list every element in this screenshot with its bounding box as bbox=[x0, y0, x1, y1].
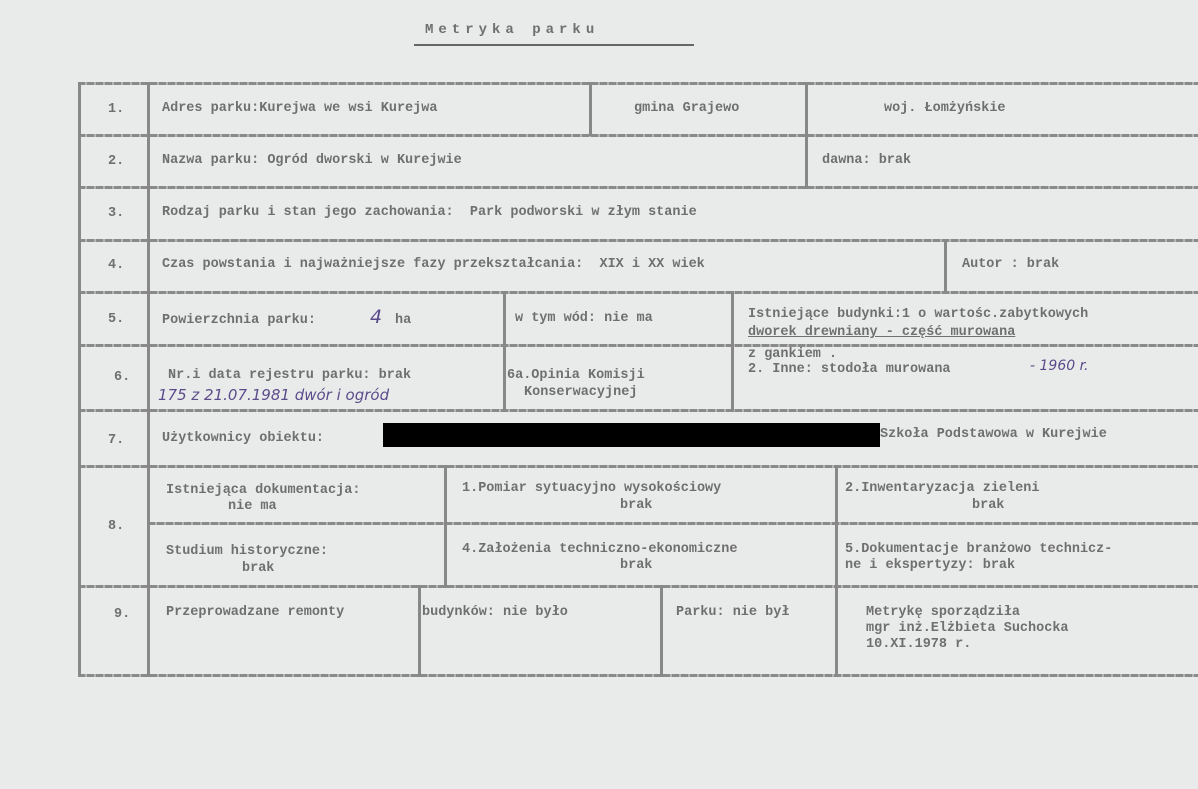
doc-existing: Istniejąca dokumentacja: bbox=[166, 483, 361, 498]
document-title: Metryka parku bbox=[425, 22, 600, 38]
water-area: w tym wód: nie ma bbox=[515, 311, 653, 326]
creation-time: Czas powstania i najważniejsze fazy przekształcania: XIX i XX wiek bbox=[162, 257, 705, 272]
doc-inventory-value: brak bbox=[972, 498, 1005, 513]
repairs-label: Przeprowadzane remonty bbox=[166, 605, 345, 620]
doc-inventory: 2.Inwentaryzacja zieleni bbox=[845, 481, 1040, 496]
doc-branch: 5.Dokumentacje branżowo technicz- bbox=[845, 542, 1113, 557]
park-address: Adres parku:Kurejwa we wsi Kurejwa bbox=[162, 101, 438, 116]
former-name: dawna: brak bbox=[822, 153, 912, 168]
registry: Nr.i data rejestru parku: brak bbox=[168, 368, 412, 383]
table-border-top bbox=[78, 82, 1198, 85]
repairs-park: Parku: nie był bbox=[676, 605, 790, 620]
row-divider bbox=[78, 585, 1198, 588]
buildings-line-3: z gankiem . bbox=[748, 347, 838, 362]
prepared-date: 10.XI.1978 r. bbox=[866, 637, 972, 652]
buildings-line-4: 2. Inne: stodoła murowana bbox=[748, 362, 951, 377]
prepared-by: Metrykę sporządziła bbox=[866, 605, 1020, 620]
repairs-buildings: budynków: nie było bbox=[422, 605, 568, 620]
row-number: 7. bbox=[108, 433, 125, 448]
row-number: 2. bbox=[108, 154, 125, 169]
commune: gmina Grajewo bbox=[634, 101, 740, 116]
row-divider bbox=[78, 409, 1198, 412]
area-unit: ha bbox=[395, 313, 412, 328]
doc-historical-value: brak bbox=[242, 561, 275, 576]
redaction-bar bbox=[383, 423, 880, 447]
buildings-line-1: Istniejące budynki:1 o wartośc.zabytkowych bbox=[748, 307, 1089, 322]
column-divider bbox=[660, 585, 663, 677]
table-border-bottom bbox=[78, 674, 1198, 677]
column-divider bbox=[835, 465, 838, 677]
table-border-left bbox=[78, 82, 81, 677]
column-divider bbox=[944, 239, 947, 294]
row-divider bbox=[78, 344, 1198, 347]
row-divider bbox=[78, 291, 1198, 294]
title-underline bbox=[414, 44, 694, 46]
column-divider bbox=[503, 291, 506, 412]
row-divider bbox=[78, 465, 1198, 468]
row-divider bbox=[148, 522, 1198, 525]
doc-survey-value: brak bbox=[620, 498, 653, 513]
column-divider bbox=[444, 465, 447, 588]
prepared-by-name: mgr inż.Elżbieta Suchocka bbox=[866, 621, 1069, 636]
doc-assumptions-value: brak bbox=[620, 558, 653, 573]
doc-branch-value: ne i ekspertyzy: brak bbox=[845, 558, 1016, 573]
column-divider bbox=[731, 291, 734, 412]
row-number: 1. bbox=[108, 102, 125, 117]
registry-note: 175 z 21.07.1981 dwór i ogród bbox=[158, 386, 390, 404]
column-divider bbox=[589, 82, 592, 136]
voivodeship: woj. Łomżyńskie bbox=[884, 101, 1006, 116]
row-number: 5. bbox=[108, 312, 125, 327]
users-label: Użytkownicy obiektu: bbox=[162, 431, 325, 446]
opinion-line-2: Konserwacyjnej bbox=[524, 385, 638, 400]
row-number: 3. bbox=[108, 206, 125, 221]
area-label: Powierzchnia parku: bbox=[162, 313, 316, 328]
row-divider bbox=[78, 239, 1198, 242]
users-value: Szkoła Podstawowa w Kurejwie bbox=[880, 427, 1107, 442]
doc-survey: 1.Pomiar sytuacyjno wysokościowy bbox=[462, 481, 722, 496]
row-number: 4. bbox=[108, 258, 125, 273]
area-value: 4 bbox=[370, 306, 383, 328]
park-type: Rodzaj parku i stan jego zachowania: Park podworski w złym stanie bbox=[162, 205, 697, 220]
column-divider bbox=[147, 82, 150, 677]
row-number: 6. bbox=[114, 370, 131, 385]
buildings-line-2: dworek drewniany - część murowana bbox=[748, 325, 1016, 340]
row-divider bbox=[78, 134, 1198, 137]
doc-historical: Studium historyczne: bbox=[166, 544, 329, 559]
park-name: Nazwa parku: Ogród dworski w Kurejwie bbox=[162, 153, 462, 168]
row-number: 9. bbox=[114, 607, 131, 622]
author: Autor : brak bbox=[962, 257, 1060, 272]
opinion-line-1: 6a.Opinia Komisji bbox=[507, 368, 645, 383]
doc-existing-value: nie ma bbox=[228, 499, 277, 514]
column-divider bbox=[418, 585, 421, 677]
row-number: 8. bbox=[108, 519, 125, 534]
row-divider bbox=[78, 186, 1198, 189]
doc-assumptions: 4.Założenia techniczno-ekonomiczne bbox=[462, 542, 738, 557]
column-divider bbox=[805, 82, 808, 189]
buildings-note: - 1960 r. bbox=[1030, 358, 1089, 374]
